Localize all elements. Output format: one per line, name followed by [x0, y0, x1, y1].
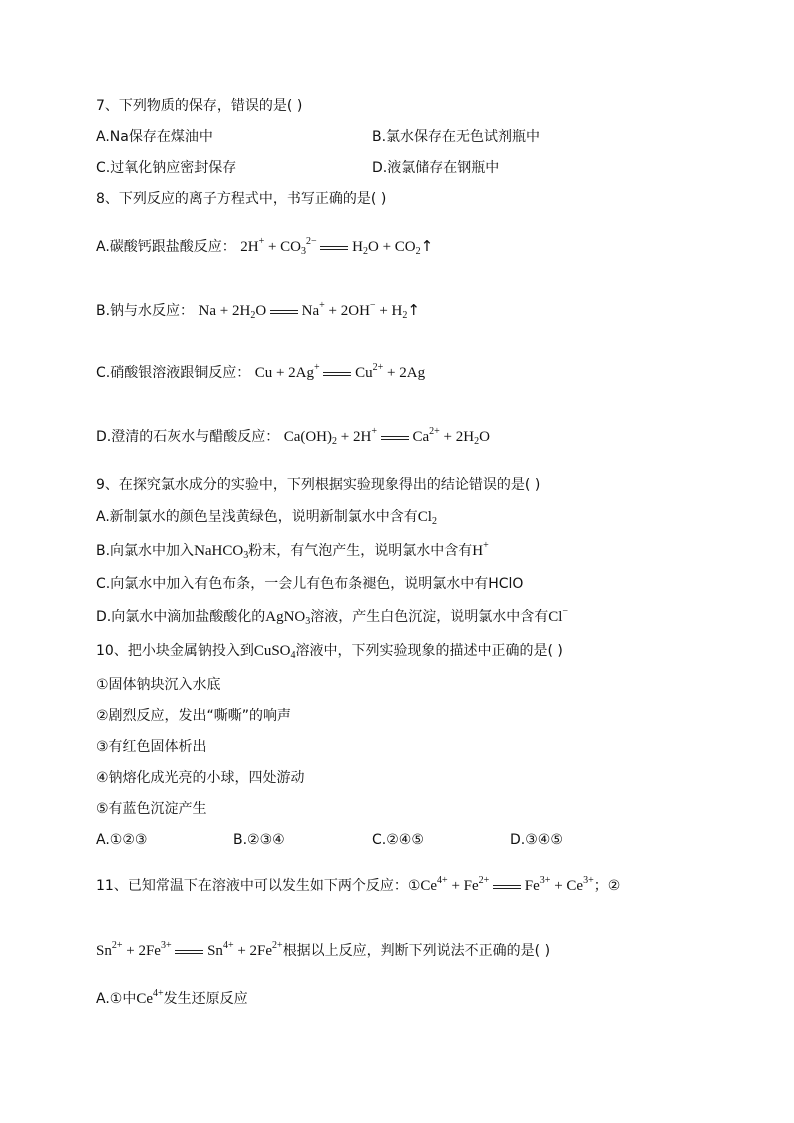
q8-stem: 8、下列反应的离子方程式中，书写正确的是( ) [96, 191, 387, 207]
q7-option-a: A.Na保存在煤油中 [96, 129, 213, 145]
q10-option-d: D.③④⑤ [510, 832, 563, 848]
q10-item-3: ③有红色固体析出 [96, 739, 207, 755]
q8-option-c [96, 363, 425, 383]
q8-option-b-equation: $Na + 2H_2O$ $Na^+ + 2OH^- + H_2↑$ [198, 300, 420, 321]
q9-option-d: D.向氯水中滴加盐酸酸化的AgNO$_3$溶液，产生白色沉淀，说明氯水中含有Cl− [96, 606, 569, 627]
q11-option-a: A.①中$Ce^{4+}$发生还原反应 [96, 988, 248, 1007]
q8-option-a [96, 236, 433, 257]
q8-option-b [96, 300, 420, 321]
q7-option-d: D.液氯储存在钢瓶中 [372, 160, 500, 176]
q10-option-a: A.①②③ [96, 832, 148, 848]
q8-option-b-label: B.钠与水反应： [96, 303, 195, 319]
q8-option-d-equation: $Ca(OH)_2 + 2H^+$ $Ca^{2+} + 2H_2O$ [283, 426, 490, 447]
q10-stem: 10、把小块金属钠投入到CuSO$_4$溶液中，下列实验现象的描述中正确的是( ) [96, 643, 563, 661]
q9-option-c: C.向氯水中加入有色布条，一会儿有色布条褪色，说明氯水中有HClO [96, 576, 524, 592]
q8-option-c-label: C.硝酸银溶液跟铜反应： [96, 365, 251, 381]
q10-item-5: ⑤有蓝色沉淀产生 [96, 801, 207, 817]
q7-option-b: B.氯水保存在无色试剂瓶中 [372, 129, 541, 145]
q8-option-a-equation: $2H^+ + CO_3^{2-}$ $H_2O$ + $CO_2↑$ [240, 236, 434, 257]
q10-item-4: ④钠熔化成光亮的小球，四处游动 [96, 770, 305, 786]
q8-option-a-label: A.碳酸钙跟盐酸反应： [96, 239, 236, 255]
q10-option-c: C.②④⑤ [372, 832, 424, 848]
q10-item-2: ②剧烈反应，发出“嘶嘶”的响声 [96, 708, 292, 724]
q11-stem-line1: 11、已知常温下在溶液中可以发生如下两个反应：$①Ce^{4+} + Fe^{2+}$ $Fe^{3+} + Ce^{3+}$；② [96, 875, 621, 894]
q10-option-b: B.②③④ [233, 832, 285, 848]
q8-option-d-label: D.澄清的石灰水与醋酸反应： [96, 429, 280, 445]
q9-stem: 9、在探究氯水成分的实验中，下列根据实验现象得出的结论错误的是( ) [96, 477, 541, 493]
q8-option-c-equation: Cu + 2Ag+ $Cu^{2+} + 2Ag$ [254, 362, 426, 381]
q7-stem: 7、下列物质的保存，错误的是( ) [96, 98, 303, 114]
q9-option-b: B.向氯水中加入NaHCO$_3$粉末，有气泡产生，说明氯水中含有H+ [96, 540, 489, 561]
q8-option-d [96, 427, 490, 447]
q11-stem-line2: $Sn^{2+} + 2Fe^{3+}$ $Sn^{4+} + 2Fe^{2+}$根据以上反应，判断下列说法不正确的是( ) [96, 940, 551, 959]
q9-option-a: A.新制氯水的颜色呈浅黄绿色，说明新制氯水中含有$Cl_2$ [96, 509, 437, 527]
q7-option-c: C.过氧化钠应密封保存 [96, 160, 237, 176]
q10-item-1: ①固体钠块沉入水底 [96, 677, 221, 693]
